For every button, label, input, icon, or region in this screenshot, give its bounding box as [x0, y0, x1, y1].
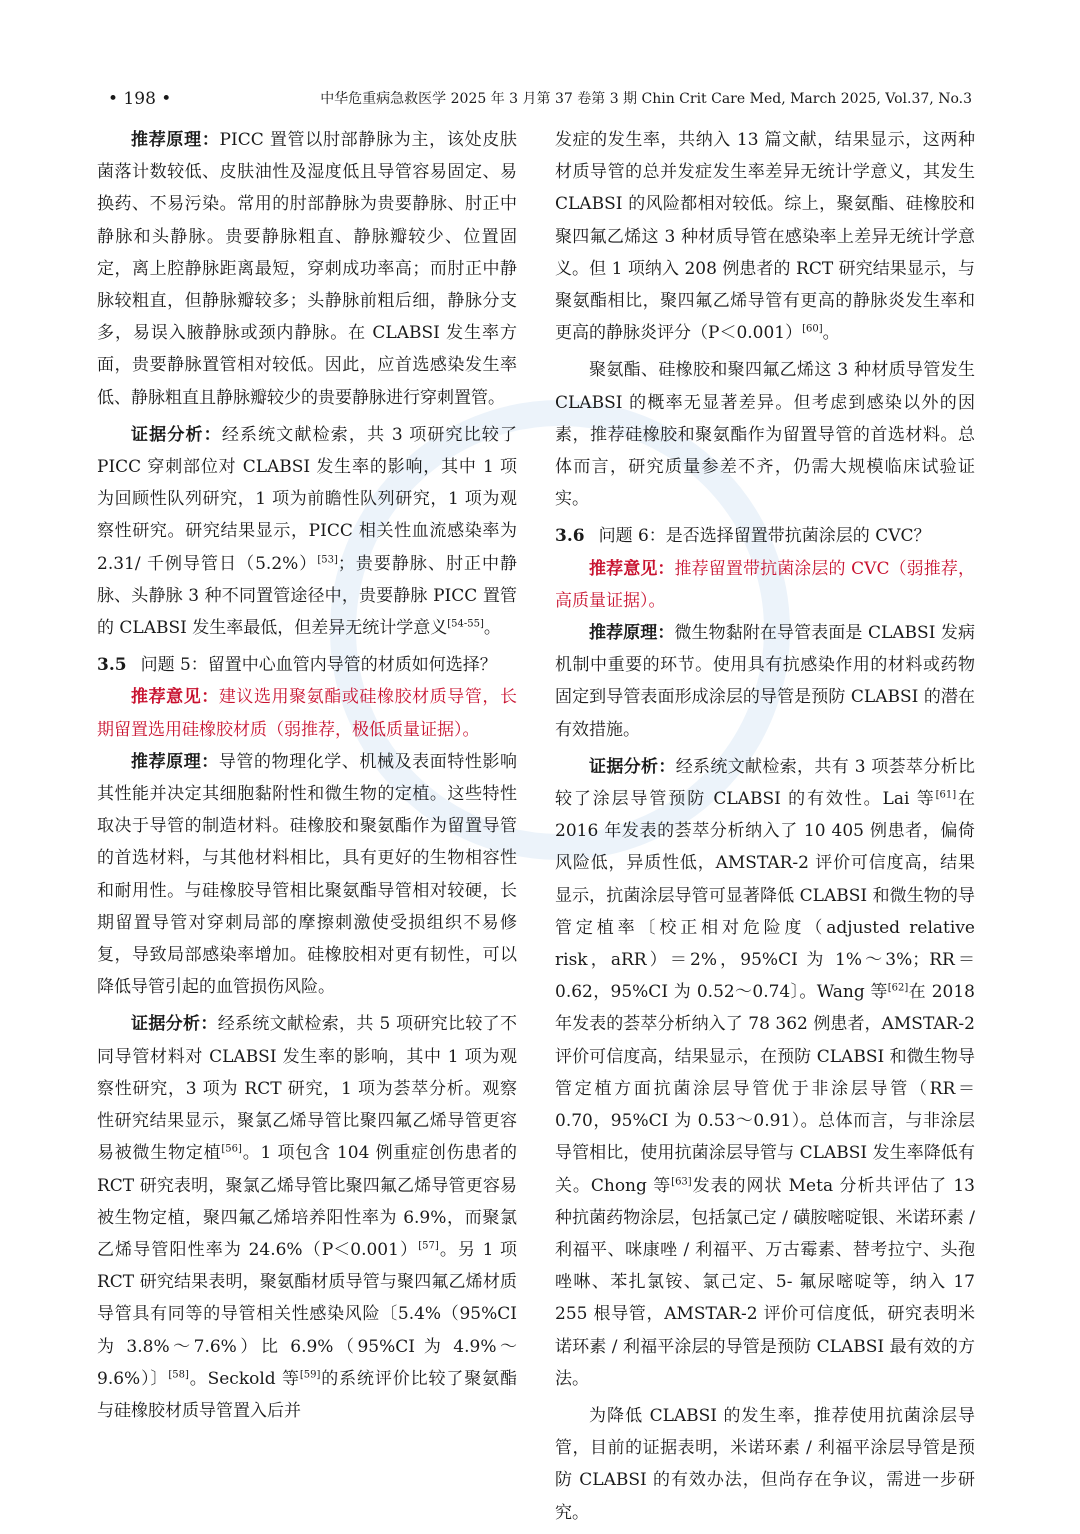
citation-ref: [63] — [671, 1175, 692, 1187]
citation-ref: [53] — [317, 553, 338, 565]
paragraph-rationale-coating: 推荐原理：微生物黏附在导管表面是 CLABSI 发病机制中重要的环节。使用具有抗感染作用的材料或药物固定到导管表面形成涂层的导管是预防 CLABSI 的潜在有效措施。 — [555, 623, 976, 740]
paragraph-rationale-material: 推荐原理：导管的物理化学、机械及表面特性影响其性能并决定其细胞黏附性和微生物的定植。这些特性取决于导管的制造材料。硅橡胶和聚氨酯作为留置导管的首选材料，与其他材料相比，具有更好的生物相容性和耐用性。与硅橡胶导管相比聚氨酯导管相对较硬，长期留置导管对穿刺局部的摩擦刺激使受损组织不易修复，导致局部感染率增加。硅橡胶相对更有韧性，可以降低导管引起的血管损伤风险。 — [97, 751, 518, 998]
paragraph-evidence-coating: 证据分析：经系统文献检索，共有 3 项荟萃分析比较了涂层导管预防 CLABSI 的有效性。Lai 等[61]在 2016 年发表的荟萃分析纳入了 10 405 例患者，偏倚风险低，异质性低，AMSTAR-2 评价可信度高，结果显示，抗菌涂层导管可显著降低 CLABSI 和微生物的导管定植率〔校正相对危险度（adjusted relative risk，aRR）＝2%，95%CI 为 1%～3%；RR＝0.62，95%CI 为 0.52～0.74〕。Wang 等[62]在 2018 年发表的荟萃分析纳入了 78 362 例患者，AMSTAR-2 评价可信度高，结果显示，在预防 CLABSI 和微生物导管定植方面抗菌涂层导管优于非涂层导管（RR＝0.70，95%CI 为 0.53～0.91）。总体而言，与非涂层导管相比，使用抗菌涂层导管与 CLABSI 发生率降低有关。Chong 等[63]发表的网状 Meta 分析共评估了 13 种抗菌药物涂层，包括氯己定 / 磺胺嘧啶银、米诺环素 / 利福平、咪康唑 / 利福平、万古霉素、替考拉宁、头孢唑啉、苯扎氯铵、氯己定、5- 氟尿嘧啶等，纳入 17 255 根导管，AMSTAR-2 评价可信度低，研究表明米诺环素 / 利福平涂层的导管是预防 CLABSI 最有效的方法。 — [555, 756, 976, 1389]
citation-ref: [56] — [221, 1143, 242, 1155]
citation-ref: [62] — [887, 982, 909, 994]
citation-ref: [57] — [418, 1240, 439, 1252]
recommendation-3-6: 推荐意见：推荐留置带抗菌涂层的 CVC（弱推荐，高质量证据）。 — [555, 558, 975, 611]
section-heading-3-5: 3.5 问题 5：留置中心血管内导管的材质如何选择？ — [97, 655, 497, 676]
recommendation-3-5: 推荐意见：建议选用聚氨酯或硅橡胶材质导管，长期留置选用硅橡胶材质（弱推荐，极低质量证据）。 — [97, 687, 518, 740]
paragraph-material-summary: 聚氨酯、硅橡胶和聚四氟乙烯这 3 种材质导管发生 CLABSI 的概率无显著差异。但考虑到感染以外的因素，推荐硅橡胶和聚氨酯作为留置导管的首选材料。总体而言，研究质量参差不齐，仍需大规模临床试验证实。 — [555, 360, 975, 510]
section-heading-3-6: 3.6 问题 6：是否选择留置带抗菌涂层的 CVC？ — [555, 526, 931, 547]
paragraph-coating-summary: 为降低 CLABSI 的发生率，推荐使用抗菌涂层导管，目前的证据表明，米诺环素 / 利福平涂层导管是预防 CLABSI 的有效办法，但尚存在争议，需进一步研究。 — [555, 1405, 975, 1523]
paragraph-evidence-material-cont: 发症的发生率，共纳入 13 篇文献，结果显示，这两种材质导管的总并发症发生率差异无统计学意义，其发生 CLABSI 的风险都相对较低。综上，聚氨酯、硅橡胶和聚四氟乙烯这 3 种材质导管在感染率上差异无统计学意义。但 1 项纳入 208 例患者的 RCT 研究结果显示，与聚氨酯相比，聚四氟乙烯导管有更高的静脉炎发生率和更高的静脉炎评分（P＜0.001）[60]。 — [555, 130, 975, 344]
page-number: • 198 • — [108, 89, 172, 109]
paragraph-rationale-picc: 推荐原理：PICC 置管以肘部静脉为主，该处皮肤菌落计数较低、皮肤油性及湿度低且导管容易固定、易换药、不易污染。常用的肘部静脉为贵要静脉、肘正中静脉和头静脉。贵要静脉粗直、静脉瓣较少、位置固定，离上腔静脉距离最短，穿刺成功率高；而肘正中静脉较粗直，但静脉瓣较多；头静脉前粗后细，静脉分支多，易误入腋静脉或颈内静脉。在 CLABSI 发生率方面，贵要静脉置管相对较低。因此，应首选感染发生率低、静脉粗直且静脉瓣较少的贵要静脉进行穿刺置管。 — [97, 130, 518, 408]
paragraph-evidence-picc: 证据分析：经系统文献检索，共 3 项研究比较了 PICC 穿刺部位对 CLABSI 发生率的影响，其中 1 项为回顾性队列研究，1 项为前瞻性队列研究，1 项为观察性研究。研究结果显示，PICC 相关性血流感染率为 2.31/ 千例导管日（5.2%）[53]；贵要静脉、肘正中静脉、头静脉 3 种不同置管途径中，贵要静脉 PICC 置管的 CLABSI 发生率最低，但差异无统计学意义[54-55]。 — [97, 424, 518, 639]
citation-ref: [60] — [802, 323, 823, 335]
citation-ref: [61] — [935, 789, 957, 801]
left-column — [97, 124, 517, 1432]
journal-citation: 中华危重病急救医学 2025 年 3 月第 37 卷第 3 期 Chin Crit Care Med, March 2025, Vol.37, No.3 — [320, 91, 972, 107]
paragraph-evidence-material: 证据分析：经系统文献检索，共 5 项研究比较了不同导管材料对 CLABSI 发生率的影响，其中 1 项为观察性研究，3 项为 RCT 研究，1 项为荟萃分析。观察性研究结果显示，聚氯乙烯导管比聚四氟乙烯导管更容易被微生物定植[56]。1 项包含 104 例重症创伤患者的 RCT 研究表明，聚氯乙烯导管比聚四氟乙烯导管更容易被生物定植，聚四氟乙烯培养阳性率为 6.9%，而聚氯乙烯导管阳性率为 24.6%（P＜0.001）[57]。另 1 项 RCT 研究结果表明，聚氨酯材质导管与聚四氟乙烯材质导管具有同等的导管相关性感染风险〔5.4%（95%CI 为 3.8%～7.6%）比 6.9%（95%CI 为 4.9%～9.6%）〕[58]。Seckold 等[59]的系统评价比较了聚氨酯与硅橡胶材质导管置入后并 — [97, 1014, 518, 1421]
citation-ref: [58] — [168, 1369, 189, 1381]
citation-ref: [59] — [299, 1369, 321, 1381]
right-column — [555, 124, 975, 1534]
page-header — [108, 84, 972, 114]
citation-ref: [54-55] — [447, 618, 484, 630]
